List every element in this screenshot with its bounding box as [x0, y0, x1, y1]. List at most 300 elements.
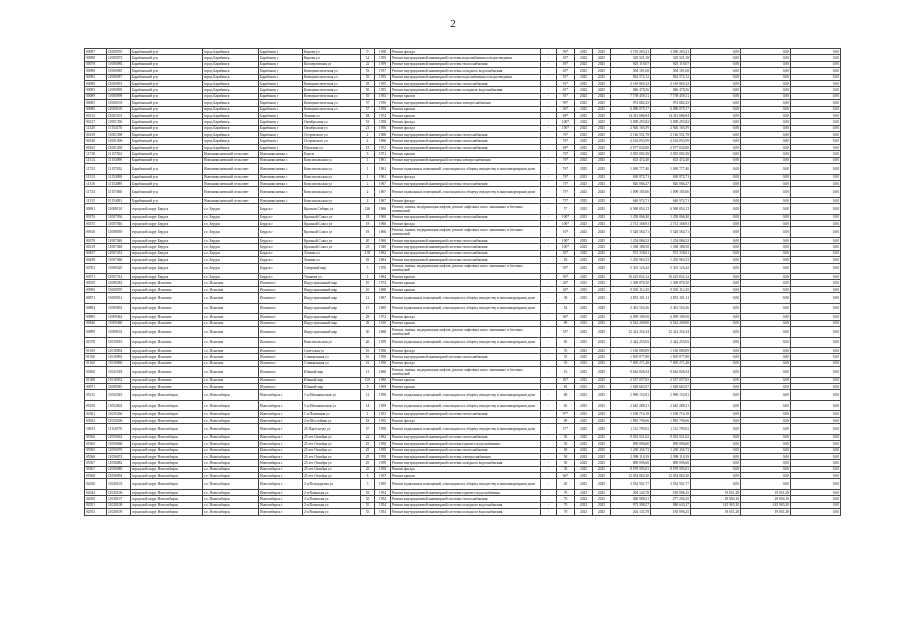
start-year-cell: 2025 [575, 112, 593, 118]
end-year-cell: 2025 [593, 384, 611, 390]
empty-cell: - [541, 274, 557, 280]
build-year-cell: 1953 [375, 411, 391, 417]
start-year-cell: 2025 [575, 125, 593, 131]
empty-cell: - [541, 460, 557, 466]
fund-cost-cell: 974 682,25 [651, 100, 691, 106]
regional-cost-cell: 0,00 [691, 390, 741, 401]
local-cost-cell: 0,00 [741, 227, 791, 238]
house-number-cell: 4 [361, 138, 375, 144]
end-year-cell: 2025 [593, 100, 611, 106]
settlement-cell: Новониколаевский сельсовет [203, 187, 259, 198]
empty-cell: - [541, 286, 557, 292]
owner-cost-cell: 0,00 [791, 197, 841, 203]
city-cell: Барабинск г [259, 132, 303, 138]
municipality-cell: городской округ Искитим [131, 384, 203, 390]
total-cost-cell: 2 851 101,11 [611, 293, 651, 304]
start-year-cell: 2025 [575, 360, 593, 366]
local-cost-cell: 0,00 [741, 447, 791, 453]
end-year-cell: 2025 [593, 460, 611, 466]
wear-percent-cell: 53* [557, 327, 575, 338]
build-year-cell: 1960 [375, 237, 391, 243]
municipality-cell: городской округ Новосибирск [131, 434, 203, 440]
start-year-cell: 2025 [575, 100, 593, 106]
settlement-cell: г.о. Искитим [203, 280, 259, 286]
wear-percent-cell: 76* [557, 132, 575, 138]
empty-cell: - [541, 164, 557, 175]
settlement-cell: Новониколаевский сельсовет [203, 151, 259, 157]
end-year-cell: 2025 [593, 286, 611, 292]
work-type-cell: Ремонт подвальных помещений, относящихся к общему имуществу в многоквартирном доме [391, 479, 541, 490]
house-number-cell: 3 [361, 479, 375, 490]
municipality-cell: Барабинский р-н [131, 119, 203, 125]
wear-percent-cell: 66* [557, 473, 575, 479]
row-id-cell: 00140 [85, 138, 107, 144]
empty-cell: - [541, 138, 557, 144]
end-year-cell: 2025 [593, 496, 611, 502]
empty-cell: - [541, 453, 557, 459]
house-code-cell: 11007460 [107, 257, 131, 263]
total-cost-cell: 2 146 551,78 [611, 132, 651, 138]
total-cost-cell: 1 038 186,50 [611, 244, 651, 250]
street-cell: 25 лет Октября ул [303, 453, 361, 459]
city-cell: Бердск г [259, 237, 303, 243]
city-cell: Искитим г [259, 286, 303, 292]
fund-cost-cell: 3 552 561,77 [651, 479, 691, 490]
owner-cost-cell: 0,00 [791, 106, 841, 112]
row-id-cell: 00139 [85, 132, 107, 138]
local-cost-cell: 0,00 [741, 473, 791, 479]
start-year-cell: 2025 [575, 55, 593, 61]
build-year-cell: 1958 [375, 360, 391, 366]
total-cost-cell: 6 560 054,13 [611, 204, 651, 215]
fund-cost-cell: 7 695 271,28 [651, 360, 691, 366]
house-code-cell: 11007036 [107, 214, 131, 220]
build-year-cell: 1964 [375, 274, 391, 280]
total-cost-cell: 10 215 832,12 [611, 274, 651, 280]
local-cost-cell: 0,00 [741, 354, 791, 360]
work-type-cell: Ремонт внутридомовой инженерной системы холодного водоснабжения [391, 87, 541, 93]
build-year-cell: 1918 [375, 320, 391, 326]
work-type-cell: Ремонт крыши [391, 473, 541, 479]
street-cell: 1-я Механическая ул [303, 400, 361, 411]
total-cost-cell: 2 461 554,26 [611, 303, 651, 314]
street-cell: Коммунистическая ул [303, 93, 361, 99]
house-number-cell: 1 [361, 174, 375, 180]
end-year-cell: 2025 [593, 453, 611, 459]
house-number-cell: 55 [361, 496, 375, 502]
street-cell: Пушкина ул [303, 144, 361, 150]
house-number-cell: 25 [361, 466, 375, 472]
work-type-cell: Ремонт внутридомовой инженерной системы электроснабжения [391, 157, 541, 163]
city-cell: Искитим г [259, 354, 303, 360]
house-code-cell: 11009462 [107, 314, 131, 320]
row-id-cell: 02053 [85, 509, 107, 515]
municipality-cell: городской округ Бердск [131, 227, 203, 238]
empty-cell: - [541, 447, 557, 453]
city-cell: Искитим г [259, 360, 303, 366]
work-type-cell: Ремонт внутридомовой инженерной системы теплоснабжения [391, 434, 541, 440]
row-id-cell: 01169 [85, 348, 107, 354]
regional-cost-cell: 0,00 [691, 257, 741, 263]
street-cell: Красный Сокол ул [303, 244, 361, 250]
empty-cell: - [541, 354, 557, 360]
start-year-cell: 2025 [575, 293, 593, 304]
total-cost-cell: 1 160 716,18 [611, 411, 651, 417]
start-year-cell: 2025 [575, 237, 593, 243]
build-year-cell: 1974 [375, 112, 391, 118]
regional-cost-cell: 29 694,16 [691, 496, 741, 502]
municipality-cell: Барабинский р-н [131, 180, 203, 186]
local-cost-cell: 0,00 [741, 106, 791, 112]
settlement-cell: г.о. Новосибирск [203, 479, 259, 490]
regional-cost-cell: 19 651,28 [691, 489, 741, 495]
street-cell: 1-я Пашенная ул [303, 411, 361, 417]
row-id-cell: 00895 [85, 314, 107, 320]
start-year-cell: 2025 [575, 68, 593, 74]
house-code-cell: 11052545 [107, 390, 131, 401]
owner-cost-cell: 0,00 [791, 227, 841, 238]
row-id-cell: 02050 [85, 496, 107, 502]
end-year-cell: 2025 [593, 303, 611, 314]
local-cost-cell: 0,00 [741, 157, 791, 163]
street-cell: Северный мкр [303, 263, 361, 274]
fund-cost-cell: 2 461 554,26 [651, 303, 691, 314]
build-year-cell: 1962 [375, 434, 391, 440]
start-year-cell: 2025 [575, 87, 593, 93]
house-number-cell: 55 [361, 509, 375, 515]
fund-cost-cell: 2 422 255,65 [651, 337, 691, 348]
fund-cost-cell: 1 038 186,50 [651, 244, 691, 250]
city-cell: Искитим г [259, 320, 303, 326]
wear-percent-cell: 96* [557, 49, 575, 55]
table-row [85, 293, 841, 304]
start-year-cell: 2025 [575, 144, 593, 150]
fund-cost-cell: 826 066,47 [651, 180, 691, 186]
regional-cost-cell: 0,00 [691, 106, 741, 112]
street-cell: Коммунистическая ул [303, 80, 361, 86]
fund-cost-cell: 1 205 963,53 [651, 257, 691, 263]
row-id-cell: 05250 [85, 400, 107, 411]
settlement-cell: город Барабинск [203, 100, 259, 106]
build-year-cell: 1958 [375, 390, 391, 401]
city-cell: Новосибирск г [259, 424, 303, 435]
local-cost-cell: 0,00 [741, 112, 791, 118]
row-id-cell: 00080 [85, 106, 107, 112]
row-id-cell: 00894 [85, 303, 107, 314]
work-type-cell: Ремонт подвальных помещений, относящихся к общему имуществу в многоквартирном доме [391, 390, 541, 401]
house-number-cell: 103 [361, 377, 375, 383]
house-number-cell: 16 [361, 348, 375, 354]
local-cost-cell: 0,00 [741, 55, 791, 61]
house-number-cell: 21 [361, 125, 375, 131]
owner-cost-cell: 0,00 [791, 112, 841, 118]
house-number-cell: 25 [361, 447, 375, 453]
settlement-cell: г.о. Новосибирск [203, 400, 259, 411]
wear-percent-cell: 96* [557, 314, 575, 320]
regional-cost-cell: 0,00 [691, 466, 741, 472]
regional-cost-cell: 0,00 [691, 250, 741, 256]
row-id-cell: 02561 [85, 411, 107, 417]
empty-cell: - [541, 187, 557, 198]
house-number-cell: 1 [361, 411, 375, 417]
empty-cell: - [541, 112, 557, 118]
house-code-cell: 11007048 [107, 244, 131, 250]
municipality-cell: Барабинский р-н [131, 80, 203, 86]
empty-cell: - [541, 496, 557, 502]
settlement-cell: г.о. Новосибирск [203, 441, 259, 447]
house-code-cell: 11056094 [107, 473, 131, 479]
work-type-cell: Ремонт внутридомовой инженерной системы теплоснабжения [391, 61, 541, 67]
row-id-cell: 05567 [85, 460, 107, 466]
build-year-cell: 1967 [375, 293, 391, 304]
settlement-cell: Новониколаевский сельсовет [203, 180, 259, 186]
owner-cost-cell: 0,00 [791, 489, 841, 495]
start-year-cell: 2025 [575, 132, 593, 138]
house-code-cell: 11018032 [107, 377, 131, 383]
fund-cost-cell: 640 972,71 [651, 197, 691, 203]
owner-cost-cell: 0,00 [791, 221, 841, 227]
street-cell: Коммунистическая ул [303, 87, 361, 93]
start-year-cell: 2025 [575, 473, 593, 479]
table-row [85, 479, 841, 490]
regional-cost-cell: 0,00 [691, 434, 741, 440]
row-id-cell: 00929 [85, 280, 107, 286]
local-cost-cell: 19 651,28 [741, 509, 791, 515]
total-cost-cell: 2 645 288,21 [611, 400, 651, 411]
house-code-cell: 11010092 [107, 354, 131, 360]
row-id-cell: 11724 [85, 187, 107, 198]
wear-percent-cell: 50 [557, 466, 575, 472]
build-year-cell: 1966 [375, 204, 391, 215]
city-cell: Искитим г [259, 280, 303, 286]
empty-cell: - [541, 197, 557, 203]
end-year-cell: 2025 [593, 320, 611, 326]
end-year-cell: 2025 [593, 151, 611, 157]
regional-cost-cell: 0,00 [691, 93, 741, 99]
regional-cost-cell: 0,00 [691, 164, 741, 175]
table-row [85, 303, 841, 314]
municipality-cell: городской округ Искитим [131, 377, 203, 383]
empty-cell: - [541, 125, 557, 131]
owner-cost-cell: 0,00 [791, 327, 841, 338]
wear-percent-cell: 26* [557, 286, 575, 292]
house-code-cell: 11157460 [107, 187, 131, 198]
regional-cost-cell: 0,00 [691, 417, 741, 423]
owner-cost-cell: 0,00 [791, 367, 841, 378]
city-cell: Новониколаевка с [259, 164, 303, 175]
house-code-cell: 11039206 [107, 417, 131, 423]
owner-cost-cell: 0,00 [791, 187, 841, 198]
settlement-cell: город Барабинск [203, 87, 259, 93]
owner-cost-cell: 0,00 [791, 87, 841, 93]
settlement-cell: г.о. Новосибирск [203, 390, 259, 401]
regional-cost-cell: 0,00 [691, 367, 741, 378]
city-cell: Бердск г [259, 214, 303, 220]
house-code-cell: 11056082 [107, 460, 131, 466]
owner-cost-cell: 0,00 [791, 61, 841, 67]
regional-cost-cell: 0,00 [691, 221, 741, 227]
total-cost-cell: 1 009 185,66 [611, 187, 651, 198]
local-cost-cell: 0,00 [741, 87, 791, 93]
build-year-cell: 1950 [375, 100, 391, 106]
settlement-cell: г.о. Новосибирск [203, 447, 259, 453]
build-year-cell: 1955 [375, 93, 391, 99]
wear-percent-cell: 68* [557, 144, 575, 150]
row-id-cell: 00378 [85, 237, 107, 243]
owner-cost-cell: 0,00 [791, 314, 841, 320]
fund-cost-cell: 1 969 152,81 [651, 390, 691, 401]
empty-cell: - [541, 221, 557, 227]
settlement-cell: город Барабинск [203, 132, 259, 138]
wear-percent-cell: 50 [557, 447, 575, 453]
local-cost-cell: 0,00 [741, 286, 791, 292]
local-cost-cell: 0,00 [741, 377, 791, 383]
start-year-cell: 2025 [575, 348, 593, 354]
fund-cost-cell: 9 053 021,62 [651, 434, 691, 440]
end-year-cell: 2025 [593, 337, 611, 348]
start-year-cell: 2025 [575, 274, 593, 280]
wear-percent-cell: 75* [557, 180, 575, 186]
end-year-cell: 2025 [593, 180, 611, 186]
local-cost-cell: 0,00 [741, 466, 791, 472]
house-code-cell: 11157452 [107, 164, 131, 175]
row-id-cell: 00113 [85, 112, 107, 118]
owner-cost-cell: 0,00 [791, 441, 841, 447]
municipality-cell: городской округ Новосибирск [131, 441, 203, 447]
end-year-cell: 2025 [593, 132, 611, 138]
municipality-cell: городской округ Новосибирск [131, 496, 203, 502]
house-code-cell: 11025436 [107, 411, 131, 417]
wear-percent-cell: 100* [557, 214, 575, 220]
build-year-cell: 1958 [375, 453, 391, 459]
work-type-cell: Ремонт, замена, модернизация лифтов, ремонт лифтовых шахт, машинных и блочных помещений [391, 227, 541, 238]
local-cost-cell: 145 965,30 [741, 502, 791, 508]
owner-cost-cell: 0,00 [791, 244, 841, 250]
wear-percent-cell: 55 [557, 354, 575, 360]
empty-cell: - [541, 74, 557, 80]
municipality-cell: Барабинский р-н [131, 197, 203, 203]
work-type-cell: Ремонт, замена, модернизация лифтов, ремонт лифтовых шахт, машинных и блочных помещений [391, 367, 541, 378]
build-year-cell: 1966 [375, 227, 391, 238]
wear-percent-cell: 70 [557, 496, 575, 502]
end-year-cell: 2025 [593, 197, 611, 203]
owner-cost-cell: 0,00 [791, 280, 841, 286]
wear-percent-cell: 91* [557, 74, 575, 80]
settlement-cell: г.о. Искитим [203, 360, 259, 366]
total-cost-cell: 2 162 053,59 [611, 138, 651, 144]
house-code-cell: 11008039 [107, 227, 131, 238]
empty-cell: - [541, 509, 557, 515]
street-cell: Южный мкр [303, 367, 361, 378]
municipality-cell: городской округ Бердск [131, 221, 203, 227]
street-cell: 25 Партсъезда ул [303, 424, 361, 435]
build-year-cell: 1968 [375, 286, 391, 292]
start-year-cell: 2025 [575, 174, 593, 180]
fund-cost-cell: 5 320 564,71 [651, 227, 691, 238]
end-year-cell: 2025 [593, 293, 611, 304]
owner-cost-cell: 0,00 [791, 125, 841, 131]
build-year-cell: 1962 [375, 257, 391, 263]
municipality-cell: городской округ Новосибирск [131, 417, 203, 423]
row-id-cell: 00127 [85, 119, 107, 125]
settlement-cell: г.о. Искитим [203, 320, 259, 326]
local-cost-cell: 0,00 [741, 453, 791, 459]
municipality-cell: Барабинский р-н [131, 187, 203, 198]
end-year-cell: 2025 [593, 377, 611, 383]
table-body [85, 49, 841, 516]
owner-cost-cell: 0,00 [791, 204, 841, 215]
street-cell: Индустриальный мкр [303, 303, 361, 314]
work-type-cell: Ремонт, замена, модернизация лифтов, ремонт лифтовых шахт, машинных и блочных помещений [391, 327, 541, 338]
fund-cost-cell: 5 301 125,42 [651, 263, 691, 274]
local-cost-cell: 0,00 [741, 221, 791, 227]
house-number-cell: 30 [361, 327, 375, 338]
work-type-cell: Ремонт крыши [391, 384, 541, 390]
end-year-cell: 2025 [593, 187, 611, 198]
owner-cost-cell: 0,00 [791, 466, 841, 472]
build-year-cell: 1958 [375, 424, 391, 435]
wear-percent-cell: 50 [557, 453, 575, 459]
start-year-cell: 2023 [575, 496, 593, 502]
regional-cost-cell: 0,00 [691, 424, 741, 435]
table-row [85, 227, 841, 238]
build-year-cell: 1968 [375, 132, 391, 138]
city-cell: Бердск г [259, 250, 303, 256]
city-cell: Новосибирск г [259, 502, 303, 508]
city-cell: Искитим г [259, 293, 303, 304]
house-number-cell: 14 [361, 400, 375, 411]
regional-cost-cell: 0,00 [691, 214, 741, 220]
work-type-cell: Ремонт внутридомовой инженерной системы теплоснабжения [391, 411, 541, 417]
total-cost-cell: 504 181,68 [611, 68, 651, 74]
owner-cost-cell: 0,00 [791, 496, 841, 502]
end-year-cell: 2025 [593, 157, 611, 163]
municipality-cell: городской округ Новосибирск [131, 400, 203, 411]
start-year-cell: 2025 [575, 441, 593, 447]
work-type-cell: Ремонт подвальных помещений, относящихся к общему имуществу в многоквартирном доме [391, 303, 541, 314]
empty-cell: - [541, 227, 557, 238]
start-year-cell: 2025 [575, 204, 593, 215]
municipality-cell: городской округ Искитим [131, 320, 203, 326]
work-type-cell: Ремонт фасада [391, 466, 541, 472]
table-row [85, 509, 841, 515]
table-row [85, 164, 841, 175]
empty-cell: - [541, 49, 557, 55]
wear-percent-cell: 65 [557, 400, 575, 411]
empty-cell: - [541, 93, 557, 99]
work-type-cell: Ремонт крыши [391, 377, 541, 383]
wear-percent-cell: 100* [557, 221, 575, 227]
work-type-cell: Ремонт крыши [391, 280, 541, 286]
regional-cost-cell: 0,00 [691, 280, 741, 286]
owner-cost-cell: 0,00 [791, 417, 841, 423]
regional-cost-cell: 0,00 [691, 479, 741, 490]
house-code-cell: 11001458 [107, 144, 131, 150]
municipality-cell: Барабинский р-н [131, 151, 203, 157]
house-number-cell: 15 [361, 303, 375, 314]
municipality-cell: Барабинский р-н [131, 157, 203, 163]
local-cost-cell: 0,00 [741, 424, 791, 435]
house-code-cell: 11000105 [107, 106, 131, 112]
city-cell: Новосибирск г [259, 460, 303, 466]
city-cell: Новосибирск г [259, 466, 303, 472]
build-year-cell: 1960 [375, 221, 391, 227]
start-year-cell: 2025 [575, 138, 593, 144]
start-year-cell: 2025 [575, 354, 593, 360]
build-year-cell: 1980 [375, 377, 391, 383]
start-year-cell: 2025 [575, 286, 593, 292]
house-code-cell: 11007046 [107, 221, 131, 227]
